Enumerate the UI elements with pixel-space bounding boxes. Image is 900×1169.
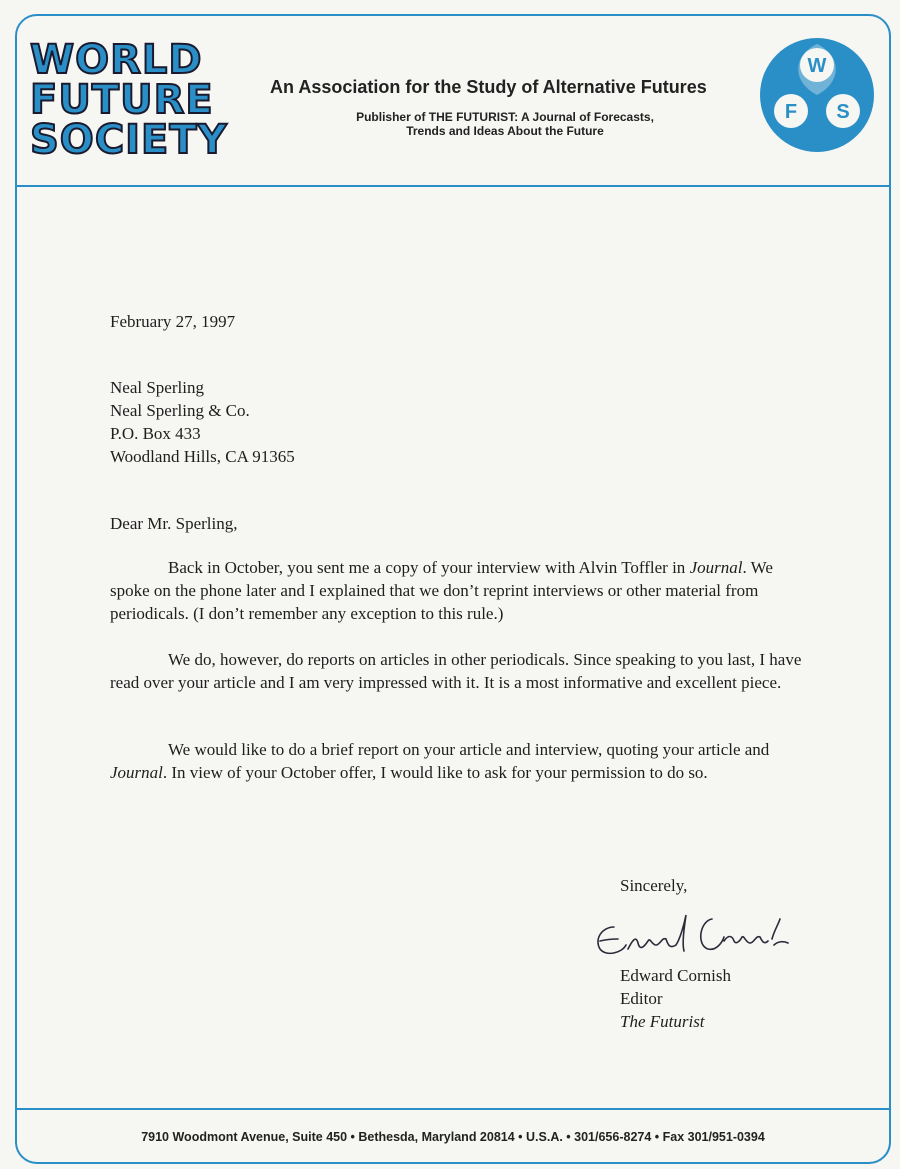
signer-organization-text: The Futurist xyxy=(620,1012,705,1031)
paragraph-1-part-a: Back in October, you sent me a copy of your interview with Alvin Toffler in xyxy=(168,558,690,577)
header-rule xyxy=(15,185,891,187)
handwritten-signature xyxy=(588,905,798,965)
footer-address: 7910 Woodmont Avenue, Suite 450 • Bethesda, Maryland 20814 • U.S.A. • 301/656-8274 • Fax 301/951-0394 xyxy=(141,1130,765,1144)
signer-block xyxy=(620,964,731,1033)
journal-title: Journal xyxy=(689,558,743,577)
emblem-letter-f: F xyxy=(784,101,798,123)
recipient-line-2: Neal Sperling & Co. xyxy=(110,401,250,420)
signer-title: Editor xyxy=(620,989,663,1008)
closing: Sincerely, xyxy=(620,876,688,895)
wfs-emblem-icon xyxy=(758,36,876,154)
paragraph-3-part-a: We would like to do a brief report on your article and interview, quoting your article and xyxy=(168,740,770,759)
salutation: Dear Mr. Sperling, xyxy=(110,514,238,533)
logo-line-3: SOCIETY xyxy=(30,117,228,163)
paragraph-3-part-b: . In view of your October offer, I would like to ask for your permission to do so. xyxy=(162,763,708,782)
paragraph-1 xyxy=(110,556,810,625)
emblem-letter-w: W xyxy=(807,55,827,77)
logo-line-1: WORLD xyxy=(30,37,203,83)
recipient-address xyxy=(110,376,295,468)
recipient-line-4: Woodland Hills, CA 91365 xyxy=(110,447,295,466)
paragraph-3 xyxy=(110,738,810,784)
recipient-line-1: Neal Sperling xyxy=(110,378,204,397)
emblem-letter-s: S xyxy=(836,101,850,123)
letter-date: February 27, 1997 xyxy=(110,312,236,331)
publisher-line-1: Publisher of THE FUTURIST: A Journal of Forecasts, xyxy=(356,110,654,124)
recipient-line-3: P.O. Box 433 xyxy=(110,424,201,443)
paragraph-1-part-b: . We spoke on the phone later and I explained that we don’t reprint interviews or other material from periodicals. (I don’t remember any exception to this rule.) xyxy=(110,558,773,623)
signer-organization xyxy=(620,1010,731,1033)
paragraph-2: We do, however, do reports on articles in other periodicals. Since speaking to you last, I have read over your article and I am very impressed with it. It is a most informative and excellent piece. xyxy=(110,650,802,692)
world-future-society-logo xyxy=(30,37,258,163)
publisher-line-2: Trends and Ideas About the Future xyxy=(406,124,604,138)
journal-title: Journal xyxy=(110,763,163,782)
footer-rule xyxy=(15,1108,891,1110)
publisher-line xyxy=(340,110,670,138)
logo-line-2: FUTURE xyxy=(30,77,214,123)
association-tagline: An Association for the Study of Alternative Futures xyxy=(270,77,707,97)
signer-name: Edward Cornish xyxy=(620,966,731,985)
